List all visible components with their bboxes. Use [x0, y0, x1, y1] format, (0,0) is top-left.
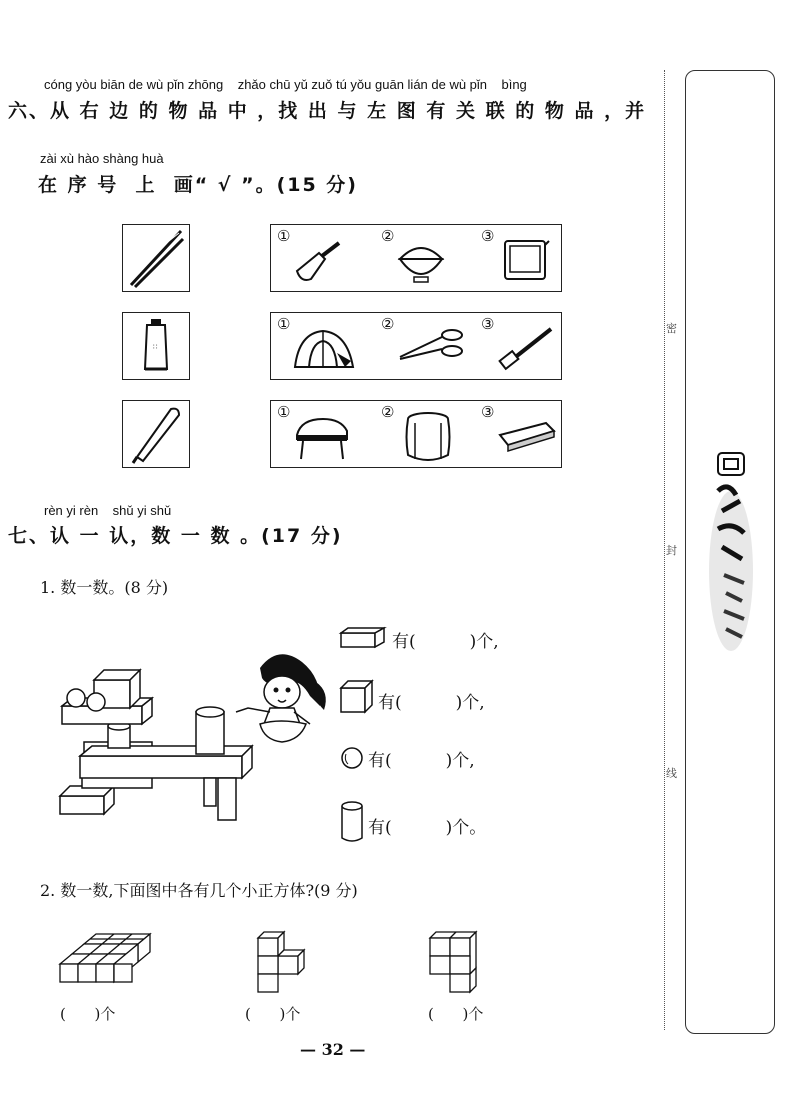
- options-box-3: [270, 400, 562, 468]
- piano-icon: [293, 413, 353, 463]
- toothbrush-icon: [499, 323, 555, 371]
- drumstick-icon: [123, 401, 189, 467]
- option-marker-1: ①: [277, 227, 291, 245]
- option-marker-1: ①: [277, 315, 291, 333]
- block-scene-illustration: [56, 660, 256, 830]
- left-picture-2: [122, 312, 190, 380]
- option-marker-1: ①: [277, 403, 291, 421]
- binding-mark-seal: 密: [666, 322, 677, 335]
- cylinder-icon: [340, 800, 364, 844]
- television-icon: [501, 235, 551, 287]
- cube-stack-1: [60, 930, 156, 996]
- option-marker-2: ②: [381, 403, 395, 421]
- scissors-icon: [396, 327, 468, 367]
- count-line-cuboid: 有( )个,: [392, 632, 499, 652]
- kitchen-knife-icon: [291, 237, 351, 287]
- toothpaste-icon: [123, 313, 189, 379]
- section6-pinyin-line1: cóng yòu biān de wù pǐn zhōng zhǎo chū yǔ zuǒ tú yǒu guān lián de wù pǐn bìng: [44, 77, 527, 92]
- option-marker-3: ③: [481, 227, 495, 245]
- page-number: — 32 —: [300, 1040, 366, 1059]
- option-marker-3: ③: [481, 403, 495, 421]
- binding-dotted-line: [664, 70, 665, 1030]
- cube-icon: [340, 680, 374, 714]
- q1-label: 1. 数一数。(8 分): [40, 578, 169, 597]
- sphere-icon: [340, 746, 364, 770]
- girl-illustration: [230, 648, 330, 753]
- section6-title-line2: 在 序 号 上 画“ √ ”。(15 分): [38, 174, 358, 196]
- left-picture-1: [122, 224, 190, 292]
- count-line-sphere: 有( )个,: [368, 751, 475, 771]
- q2-label: 2. 数一数,下面图中各有几个小正方体?(9 分): [40, 881, 358, 900]
- options-box-2: [270, 312, 562, 380]
- drum-icon: [403, 409, 453, 465]
- left-picture-3: [122, 400, 190, 468]
- svg-text:∷: ∷: [153, 343, 158, 351]
- option-marker-2: ②: [381, 227, 395, 245]
- rice-bowl-icon: [396, 237, 446, 287]
- option-marker-2: ②: [381, 315, 395, 333]
- binding-mark-line: 线: [666, 767, 677, 780]
- backpack-icon: [289, 323, 359, 375]
- chopsticks-icon: [123, 225, 189, 291]
- binding-mark-seal2: 封: [666, 544, 677, 557]
- section6-title-line1: 六、从 右 边 的 物 品 中 ，找 出 与 左 图 有 关 联 的 物 品 ，并: [8, 100, 647, 122]
- option-marker-3: ③: [481, 315, 495, 333]
- count-line-cylinder: 有( )个。: [368, 818, 487, 838]
- section7-title: 七、认 一 认，数 一 数 。(17 分): [8, 525, 343, 547]
- answer-1: ( )个: [60, 1005, 116, 1023]
- answer-3: ( )个: [428, 1005, 484, 1023]
- count-line-cube: 有( )个,: [378, 693, 485, 713]
- options-box-1: [270, 224, 562, 292]
- cube-stack-2: [248, 930, 308, 996]
- cuboid-icon: [340, 627, 386, 649]
- cube-stack-3: [428, 930, 484, 996]
- answer-2: ( )个: [245, 1005, 301, 1023]
- brand-logo: [704, 451, 758, 661]
- harmonica-icon: [496, 419, 558, 453]
- sidebar-panel: [685, 70, 775, 1034]
- section7-pinyin: rèn yi rèn shǔ yi shǔ: [44, 503, 172, 518]
- section6-pinyin-line2: zài xù hào shàng huà: [40, 151, 164, 166]
